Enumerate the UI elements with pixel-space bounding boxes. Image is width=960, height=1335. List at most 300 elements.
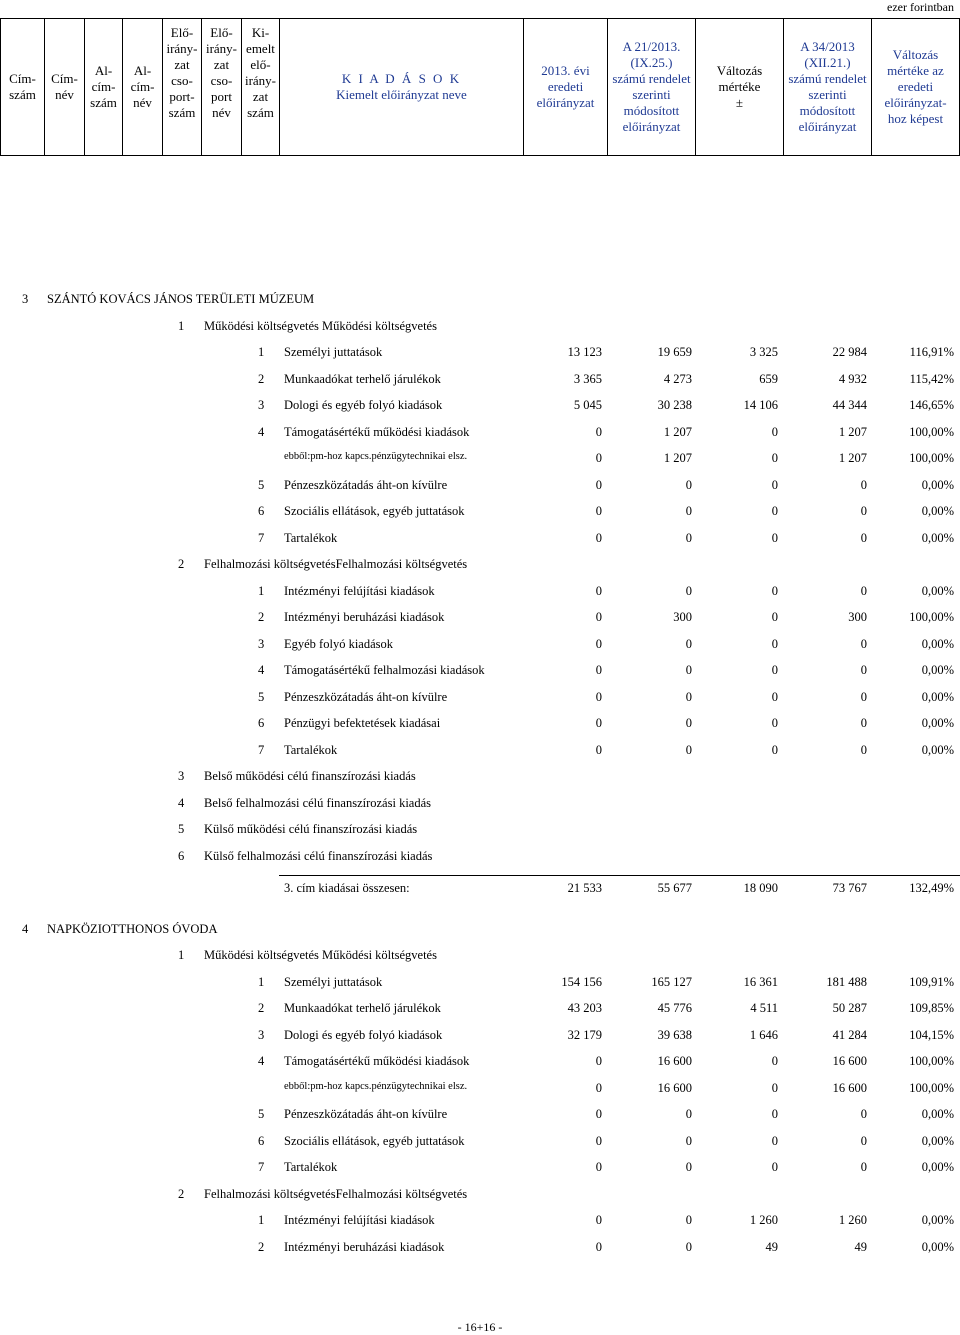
section-row [0, 922, 960, 942]
header-text-line: emelt [246, 41, 275, 56]
valtozas-value: 0 [771, 530, 778, 545]
header-text-line: (XII.21.) [804, 55, 851, 70]
item-name: Támogatásértékű felhalmozási kiadások [284, 663, 485, 677]
modositott-1-value: 0 [685, 1239, 692, 1254]
item-row [0, 1134, 960, 1154]
modositott-1-value: 55 677 [657, 881, 692, 895]
item-row [0, 584, 960, 604]
modositott-2-value: 0 [860, 530, 867, 545]
modositott-1-value: 0 [685, 1133, 692, 1148]
item-number: 2 [258, 371, 265, 386]
item-row [0, 1081, 960, 1101]
header-eredeti-eloiranyzat [524, 19, 608, 155]
item-name: Pénzeszközátadás áht-on kívülre [284, 1107, 448, 1121]
eredeti-value: 0 [595, 610, 602, 624]
modositott-2-value: 0 [860, 636, 867, 651]
item-number: 7 [258, 742, 265, 757]
eredeti-value: 0 [595, 583, 602, 598]
item-row [0, 1240, 960, 1260]
eredeti-value: 0 [595, 663, 602, 677]
item-number: 5 [258, 1107, 265, 1121]
valtozas-value: 0 [771, 583, 778, 598]
header-text-line: Cím- [9, 71, 36, 86]
valtozas-pct-value: 100,00% [909, 424, 954, 439]
eredeti-value: 0 [595, 1107, 602, 1121]
item-name: Pénzeszközátadás áht-on kívülre [284, 477, 448, 492]
item-number: 4 [258, 424, 265, 439]
group-row [0, 319, 960, 339]
item-number: 6 [258, 504, 265, 518]
modositott-1-value: 0 [685, 1160, 692, 1174]
header-text-line: (IX.25.) [630, 55, 673, 70]
header-text-line: mértéke [718, 79, 761, 94]
modositott-2-value: 41 284 [832, 1027, 867, 1042]
header-text-line: zat [252, 89, 269, 104]
modositott-2-value: 0 [860, 742, 867, 757]
valtozas-pct-value: 115,42% [909, 371, 954, 386]
group-name: Működési költségvetés Működési költségvetés [204, 948, 437, 962]
valtozas-pct-value: 0,00% [921, 1133, 954, 1148]
item-name: Egyéb folyó kiadások [284, 636, 394, 651]
group-row [0, 796, 960, 816]
valtozas-pct-value: 0,00% [921, 716, 954, 730]
modositott-1-value: 0 [685, 477, 692, 492]
header-text-line: előirányzat- [884, 95, 947, 110]
valtozas-pct-value: 0,00% [921, 1213, 954, 1227]
modositott-1-value: 39 638 [657, 1027, 692, 1042]
item-name: Dologi és egyéb folyó kiadások [284, 1027, 443, 1042]
eredeti-value: 0 [595, 1239, 602, 1254]
item-row [0, 345, 960, 365]
valtozas-value: 0 [771, 477, 778, 492]
valtozas-value: 1 646 [749, 1027, 778, 1042]
header-text-line: Változás [716, 63, 763, 78]
header-modositott-eloiranyzat-1 [608, 19, 696, 155]
header-text-line: Elő- [170, 25, 194, 40]
eredeti-value: 0 [595, 689, 602, 704]
item-row [0, 398, 960, 418]
item-number: 1 [258, 583, 265, 598]
eredeti-value: 0 [595, 1080, 602, 1095]
section-number: 4 [22, 921, 29, 936]
modositott-2-value: 73 767 [832, 881, 867, 895]
group-name: Belső működési célú finanszírozási kiadás [204, 769, 416, 783]
header-text-line: zat [174, 57, 190, 72]
valtozas-pct-value: 100,00% [909, 1054, 954, 1068]
header-text-line: szerinti [632, 87, 671, 102]
header-text-line: ± [735, 95, 744, 110]
valtozas-pct-value: 0,00% [921, 504, 954, 518]
valtozas-pct-value: 116,91% [909, 345, 954, 359]
header-text-line: cso- [210, 73, 233, 88]
group-name: Külső felhalmozási célú finanszírozási kiadás [204, 848, 433, 863]
item-name: Intézményi beruházási kiadások [284, 610, 445, 624]
eredeti-value: 0 [595, 742, 602, 757]
header-text-line: számú rendelet [788, 71, 867, 86]
item-number: 1 [258, 345, 265, 359]
item-row [0, 372, 960, 392]
eredeti-value: 13 123 [567, 345, 602, 359]
modositott-2-value: 0 [860, 583, 867, 598]
group-number: 6 [178, 848, 185, 863]
modositott-1-value: 45 776 [657, 1001, 692, 1015]
valtozas-value: 18 090 [743, 881, 778, 895]
item-number: 6 [258, 716, 265, 730]
header-text-line: szám [168, 105, 196, 120]
item-name: ebből:pm-hoz kapcs.pénzügytechnikai elsz. [284, 1080, 468, 1092]
modositott-1-value: 16 600 [657, 1054, 692, 1068]
item-number: 1 [258, 974, 265, 989]
item-name: Dologi és egyéb folyó kiadások [284, 398, 443, 412]
header-text-line: irány- [166, 41, 198, 56]
eredeti-value: 0 [595, 1213, 602, 1227]
valtozas-pct-value: 109,91% [909, 974, 954, 989]
valtozas-value: 0 [771, 742, 778, 757]
modositott-2-value: 49 [854, 1239, 867, 1254]
item-name: ebből:pm-hoz kapcs.pénzügytechnikai elsz. [284, 451, 468, 462]
item-name: Tartalékok [284, 1160, 338, 1174]
modositott-1-value: 300 [673, 610, 692, 624]
header-alcimnev [123, 19, 163, 155]
group-row [0, 822, 960, 842]
modositott-1-value: 0 [685, 530, 692, 545]
valtozas-pct-value: 0,00% [921, 1160, 954, 1174]
modositott-1-value: 0 [685, 583, 692, 598]
item-name: Tartalékok [284, 742, 338, 757]
group-number: 5 [178, 822, 185, 836]
valtozas-pct-value: 109,85% [909, 1001, 954, 1015]
item-row [0, 1028, 960, 1048]
header-text-line: előirányzat [536, 95, 595, 110]
eredeti-value: 32 179 [567, 1027, 602, 1042]
valtozas-value: 4 511 [750, 1001, 778, 1015]
header-text-line: név [133, 95, 152, 110]
header-kiadasok [280, 19, 524, 155]
item-row [0, 451, 960, 471]
header-text-line: szám [247, 105, 274, 120]
valtozas-value: 0 [771, 1054, 778, 1068]
modositott-2-value: 300 [848, 610, 867, 624]
header-text-line: cím- [91, 79, 116, 94]
header-text-line: eredeti [897, 79, 934, 94]
modositott-2-value: 1 207 [838, 451, 867, 465]
valtozas-value: 16 361 [743, 974, 778, 989]
group-row [0, 769, 960, 789]
modositott-1-value: 0 [685, 716, 692, 730]
item-row [0, 425, 960, 445]
item-name: Személyi juttatások [284, 974, 383, 989]
modositott-1-value: 4 273 [663, 371, 692, 386]
valtozas-value: 49 [765, 1239, 778, 1254]
item-row [0, 743, 960, 763]
header-eloiranyzat-csoport-nev [202, 19, 242, 155]
valtozas-value: 0 [771, 451, 778, 465]
modositott-2-value: 16 600 [832, 1054, 867, 1068]
header-text-line: szám [90, 95, 117, 110]
header-text-line: Al- [94, 63, 113, 78]
valtozas-value: 0 [771, 610, 778, 624]
modositott-1-value: 19 659 [657, 345, 692, 359]
header-text-line: port- [169, 89, 195, 104]
modositott-1-value: 0 [685, 1213, 692, 1227]
group-number: 4 [178, 795, 185, 810]
group-number: 1 [178, 948, 185, 962]
modositott-2-value: 22 984 [832, 345, 867, 359]
section-number: 3 [22, 292, 29, 306]
valtozas-value: 0 [771, 1107, 778, 1121]
item-row [0, 1001, 960, 1021]
header-text-line: cím- [130, 79, 155, 94]
eredeti-value: 0 [595, 1160, 602, 1174]
item-name: Pénzeszközátadás áht-on kívülre [284, 689, 448, 704]
total-label: 3. cím kiadásai összesen: [284, 881, 410, 895]
modositott-2-value: 16 600 [832, 1080, 867, 1095]
total-separator [279, 875, 960, 876]
modositott-2-value: 0 [860, 689, 867, 704]
valtozas-value: 0 [771, 504, 778, 518]
header-kiemelt-eloiranyzat-szam [242, 19, 280, 155]
group-name: Felhalmozási költségvetésFelhalmozási költségvetés [204, 1186, 468, 1201]
group-row [0, 1187, 960, 1207]
header-valtozas-eredetihez [872, 19, 959, 155]
header-text-line: Változás [892, 47, 939, 62]
eredeti-value: 0 [595, 504, 602, 518]
item-row [0, 716, 960, 736]
eredeti-value: 154 156 [561, 974, 602, 989]
group-name: Felhalmozási költségvetésFelhalmozási költségvetés [204, 557, 468, 571]
valtozas-value: 0 [771, 716, 778, 730]
modositott-2-value: 4 932 [838, 371, 867, 386]
modositott-1-value: 30 238 [657, 398, 692, 412]
item-name: Munkaadókat terhelő járulékok [284, 371, 441, 386]
item-number: 4 [258, 663, 265, 677]
valtozas-value: 659 [759, 371, 778, 386]
header-text-line: mértéke az [887, 63, 944, 78]
valtozas-pct-value: 0,00% [921, 663, 954, 677]
modositott-2-value: 44 344 [832, 398, 867, 412]
header-text-line: előirányzat [798, 119, 857, 134]
valtozas-pct-value: 0,00% [921, 636, 954, 651]
valtozas-pct-value: 0,00% [921, 689, 954, 704]
header-eloiranyzat-csoport-szam [163, 19, 202, 155]
eredeti-value: 21 533 [567, 881, 602, 895]
modositott-2-value: 0 [860, 716, 867, 730]
valtozas-value: 14 106 [743, 398, 778, 412]
item-name: Intézményi felújítási kiadások [284, 583, 435, 598]
valtozas-value: 3 325 [749, 345, 778, 359]
eredeti-value: 5 045 [573, 398, 602, 412]
valtozas-pct-value: 100,00% [909, 451, 954, 465]
modositott-1-value: 1 207 [663, 451, 692, 465]
valtozas-value: 0 [771, 689, 778, 704]
modositott-1-value: 0 [685, 1107, 692, 1121]
header-alcimszam [85, 19, 123, 155]
item-name: Intézményi beruházási kiadások [284, 1239, 445, 1254]
header-text-line: név [55, 87, 74, 102]
item-number: 1 [258, 1213, 265, 1227]
header-text-line: név [212, 105, 231, 120]
header-text-line: Al- [133, 63, 152, 78]
item-name: Szociális ellátások, egyéb juttatások [284, 504, 465, 518]
modositott-2-value: 0 [860, 1133, 867, 1148]
modositott-2-value: 0 [860, 504, 867, 518]
eredeti-value: 3 365 [573, 371, 602, 386]
valtozas-pct-value: 0,00% [921, 477, 954, 492]
header-text-line: irány- [244, 73, 277, 88]
header-modositott-eloiranyzat-2 [784, 19, 872, 155]
item-name: Szociális ellátások, egyéb juttatások [284, 1133, 465, 1148]
header-text-line: zat [213, 57, 230, 72]
item-row [0, 504, 960, 524]
group-name: Működési költségvetés Működési költségvetés [204, 318, 437, 333]
header-text-line: elő- [250, 57, 271, 72]
item-number: 2 [258, 1001, 265, 1015]
valtozas-pct-value: 0,00% [921, 1107, 954, 1121]
valtozas-value: 0 [771, 1160, 778, 1174]
section-name: SZÁNTÓ KOVÁCS JÁNOS TERÜLETI MÚZEUM [47, 292, 315, 306]
modositott-2-value: 1 207 [838, 424, 867, 439]
valtozas-value: 0 [771, 636, 778, 651]
modositott-1-value: 165 127 [651, 974, 692, 989]
modositott-2-value: 0 [860, 477, 867, 492]
header-text-line: módosított [623, 103, 680, 118]
eredeti-value: 0 [595, 636, 602, 651]
header-cimszam [1, 19, 45, 155]
eredeti-value: 43 203 [567, 1001, 602, 1015]
item-row [0, 1213, 960, 1233]
total-row [0, 881, 960, 901]
group-number: 3 [178, 769, 185, 783]
item-number: 2 [258, 610, 265, 624]
item-name: Támogatásértékű működési kiadások [284, 1054, 470, 1068]
item-number: 6 [258, 1133, 265, 1148]
header-text-line: cso- [171, 73, 193, 88]
header-cimnev [45, 19, 85, 155]
valtozas-pct-value: 146,65% [909, 398, 954, 412]
item-number: 3 [258, 636, 265, 651]
valtozas-value: 0 [771, 663, 778, 677]
item-name: Támogatásértékű működési kiadások [284, 424, 470, 439]
item-row [0, 1107, 960, 1127]
header-text-line: A 21/2013. [622, 39, 681, 54]
group-number: 2 [178, 557, 185, 571]
valtozas-value: 0 [771, 1133, 778, 1148]
valtozas-pct-value: 0,00% [921, 742, 954, 757]
header-kiadasok-title: K I A D Á S O K [341, 71, 462, 86]
valtozas-value: 1 260 [749, 1213, 778, 1227]
header-text-line: Cím- [51, 71, 78, 86]
item-name: Intézményi felújítási kiadások [284, 1213, 435, 1227]
page-number: - 16+16 - [457, 1320, 503, 1334]
group-number: 1 [178, 318, 185, 333]
header-text-line: irány- [205, 41, 238, 56]
item-row [0, 663, 960, 683]
modositott-1-value: 16 600 [657, 1080, 692, 1095]
eredeti-value: 0 [595, 1133, 602, 1148]
eredeti-value: 0 [595, 530, 602, 545]
item-name: Személyi juttatások [284, 345, 383, 359]
modositott-2-value: 1 260 [838, 1213, 867, 1227]
eredeti-value: 0 [595, 716, 602, 730]
eredeti-value: 0 [595, 1054, 602, 1068]
header-text-line: Elő- [210, 25, 233, 40]
valtozas-pct-value: 0,00% [921, 1239, 954, 1254]
header-text-line: számú rendelet [612, 71, 691, 86]
valtozas-pct-value: 132,49% [909, 881, 954, 895]
header-text-line: port [211, 89, 232, 104]
item-row [0, 478, 960, 498]
section-row [0, 292, 960, 312]
eredeti-value: 0 [595, 424, 602, 439]
header-text-line: szerinti [808, 87, 847, 102]
header-text-line: hoz képest [887, 111, 944, 126]
modositott-1-value: 0 [685, 663, 692, 677]
unit-label: ezer forintban [887, 0, 954, 14]
item-name: Munkaadókat terhelő járulékok [284, 1001, 441, 1015]
item-row [0, 690, 960, 710]
modositott-1-value: 0 [685, 742, 692, 757]
group-number: 2 [178, 1186, 185, 1201]
item-name: Pénzügyi befektetések kiadásai [284, 716, 441, 730]
header-kiadasok-sub: Kiemelt előirányzat neve [336, 87, 467, 102]
valtozas-pct-value: 0,00% [921, 583, 954, 598]
header-text-line: módosított [799, 103, 856, 118]
item-number: 7 [258, 1160, 265, 1174]
group-name: Belső felhalmozási célú finanszírozási kiadás [204, 795, 432, 810]
header-text-line: 2013. évi [541, 63, 590, 78]
item-number: 3 [258, 1027, 265, 1042]
modositott-2-value: 0 [860, 1107, 867, 1121]
valtozas-pct-value: 104,15% [909, 1027, 954, 1042]
item-number: 7 [258, 530, 265, 545]
group-row [0, 849, 960, 869]
item-number: 5 [258, 689, 265, 704]
modositott-1-value: 1 207 [663, 424, 692, 439]
item-number: 5 [258, 477, 265, 492]
item-name: Tartalékok [284, 530, 338, 545]
item-number: 3 [258, 398, 265, 412]
item-row [0, 975, 960, 995]
valtozas-pct-value: 100,00% [909, 1080, 954, 1095]
modositott-2-value: 0 [860, 1160, 867, 1174]
section-name: NAPKÖZIOTTHONOS ÓVODA [47, 921, 218, 936]
item-number: 2 [258, 1239, 265, 1254]
group-row [0, 557, 960, 577]
valtozas-pct-value: 0,00% [921, 530, 954, 545]
item-row [0, 1160, 960, 1180]
eredeti-value: 0 [595, 477, 602, 492]
modositott-2-value: 0 [860, 663, 867, 677]
item-row [0, 531, 960, 551]
header-valtozas-merteke [696, 19, 784, 155]
table-header [0, 18, 960, 156]
item-row [0, 1054, 960, 1074]
item-row [0, 610, 960, 630]
valtozas-value: 0 [771, 424, 778, 439]
modositott-1-value: 0 [685, 636, 692, 651]
group-name: Külső működési célú finanszírozási kiadás [204, 822, 418, 836]
header-text-line: Ki- [251, 25, 270, 40]
modositott-2-value: 181 488 [826, 974, 867, 989]
header-text-line: előirányzat [622, 119, 681, 134]
header-text-line: eredeti [547, 79, 584, 94]
group-row [0, 948, 960, 968]
item-row [0, 637, 960, 657]
modositott-1-value: 0 [685, 689, 692, 704]
valtozas-pct-value: 100,00% [909, 610, 954, 624]
modositott-2-value: 50 287 [832, 1001, 867, 1015]
eredeti-value: 0 [595, 451, 602, 465]
